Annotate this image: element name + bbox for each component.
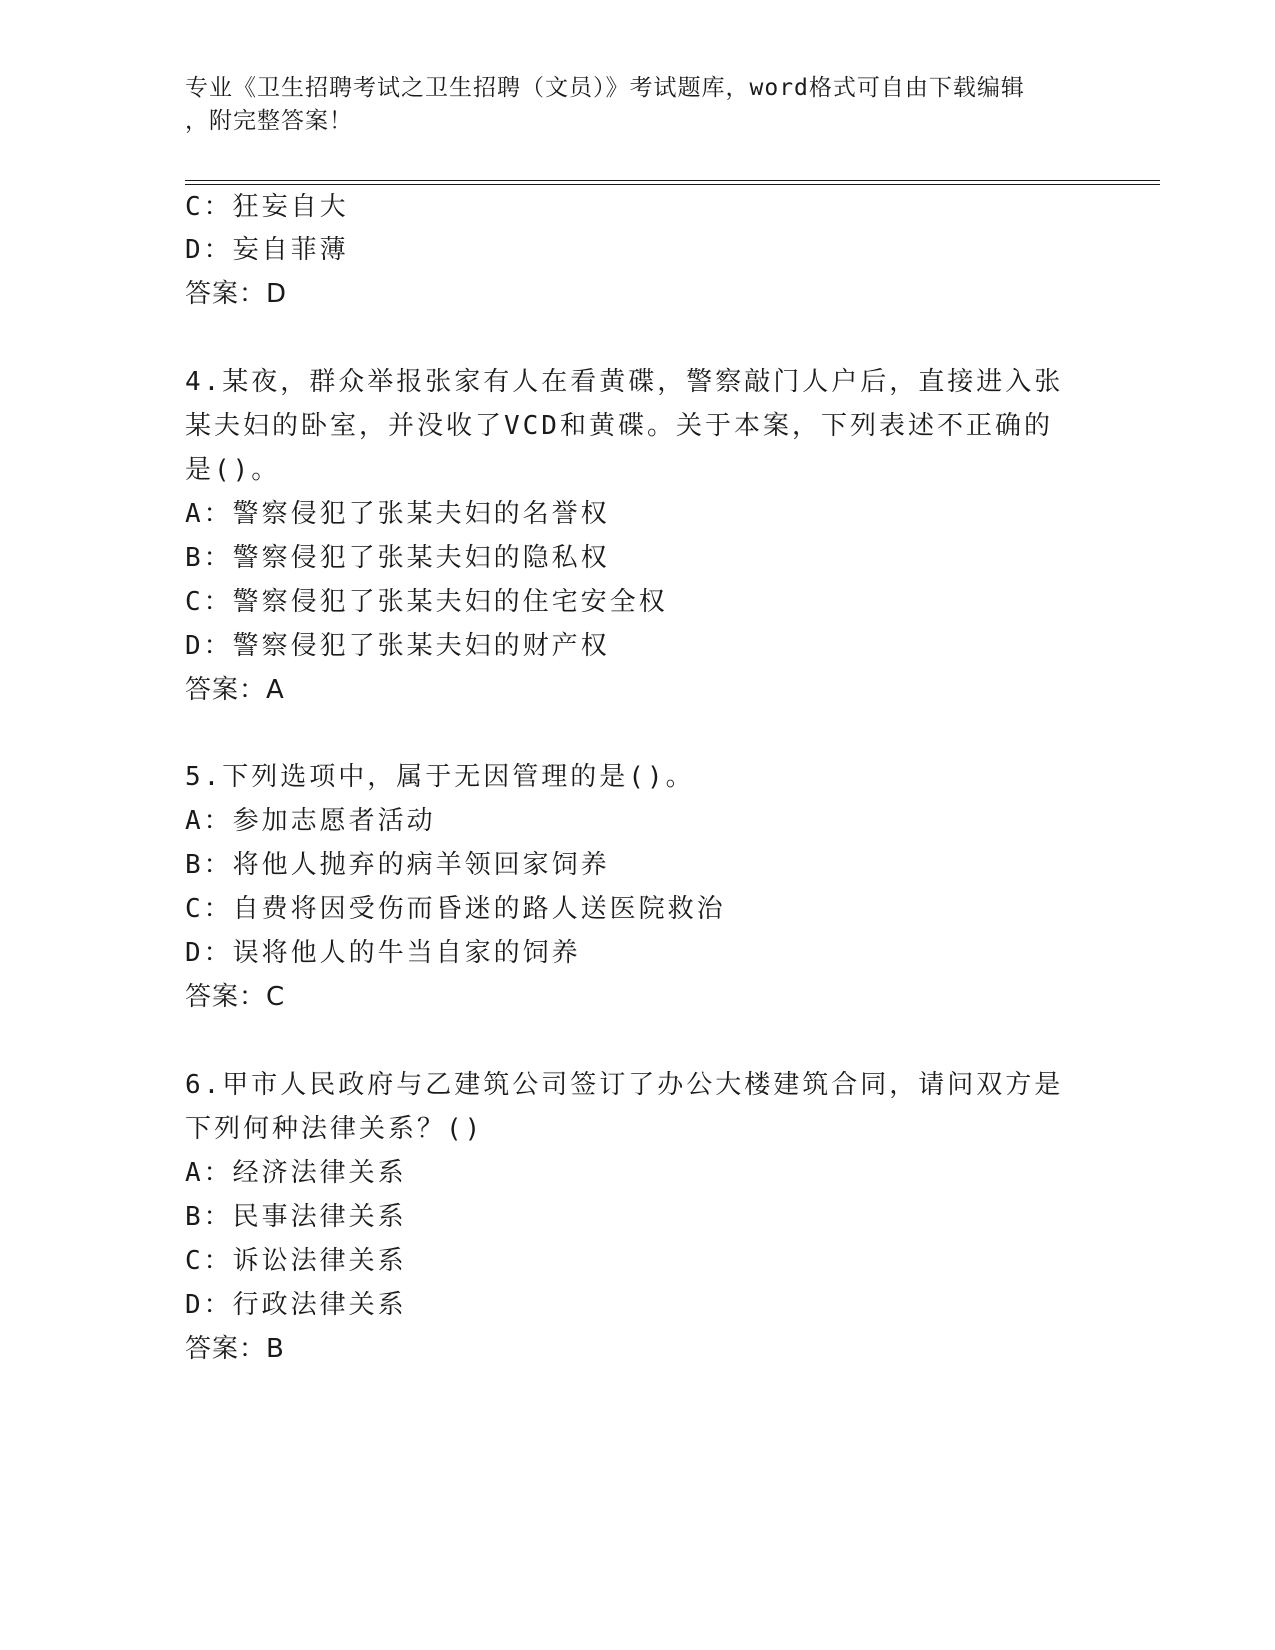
q4-option-a: A：警察侵犯了张某夫妇的名誉权 [185, 499, 610, 529]
q4-answer: 答案：A [185, 675, 285, 705]
q5-stem-line-1: 5.下列选项中，属于无因管理的是()。 [185, 762, 695, 792]
q3-answer: 答案：D [185, 279, 288, 309]
q6-option-b: B：民事法律关系 [185, 1202, 407, 1232]
header-divider-top [185, 180, 1160, 181]
q5-option-b: B：将他人抛弃的病羊领回家饲养 [185, 850, 610, 880]
q4-stem-line-2: 某夫妇的卧室，并没收了VCD和黄碟。关于本案，下列表述不正确的 [185, 411, 1053, 441]
q4-option-d: D：警察侵犯了张某夫妇的财产权 [185, 631, 610, 661]
q5-option-a: A：参加志愿者活动 [185, 806, 436, 836]
q5-option-c: C：自费将因受伤而昏迷的路人送医院救治 [185, 894, 726, 924]
q6-stem-line-2: 下列何种法律关系？() [185, 1114, 484, 1144]
q3-option-d: D：妄自菲薄 [185, 235, 349, 265]
q6-option-d: D：行政法律关系 [185, 1290, 407, 1320]
q5-answer: 答案：C [185, 982, 286, 1012]
q6-option-c: C：诉讼法律关系 [185, 1246, 407, 1276]
q4-option-c: C：警察侵犯了张某夫妇的住宅安全权 [185, 587, 668, 617]
q4-stem-line-1: 4.某夜，群众举报张家有人在看黄碟，警察敲门人户后，直接进入张 [185, 367, 1064, 397]
page-header [185, 72, 1065, 138]
header-line-2: ，附完整答案！ [185, 108, 353, 134]
q6-option-a: A：经济法律关系 [185, 1158, 407, 1188]
q4-stem-line-3: 是()。 [185, 455, 281, 485]
q3-option-c: C：狂妄自大 [185, 192, 349, 222]
header-divider-bottom [185, 184, 1160, 185]
q6-answer: 答案：B [185, 1334, 285, 1364]
q4-option-b: B：警察侵犯了张某夫妇的隐私权 [185, 543, 610, 573]
q6-stem-line-1: 6.甲市人民政府与乙建筑公司签订了办公大楼建筑合同，请问双方是 [185, 1070, 1064, 1100]
header-line-1: 专业《卫生招聘考试之卫生招聘（文员）》考试题库，word格式可自由下载编辑 [185, 75, 1025, 101]
q5-option-d: D：误将他人的牛当自家的饲养 [185, 938, 581, 968]
